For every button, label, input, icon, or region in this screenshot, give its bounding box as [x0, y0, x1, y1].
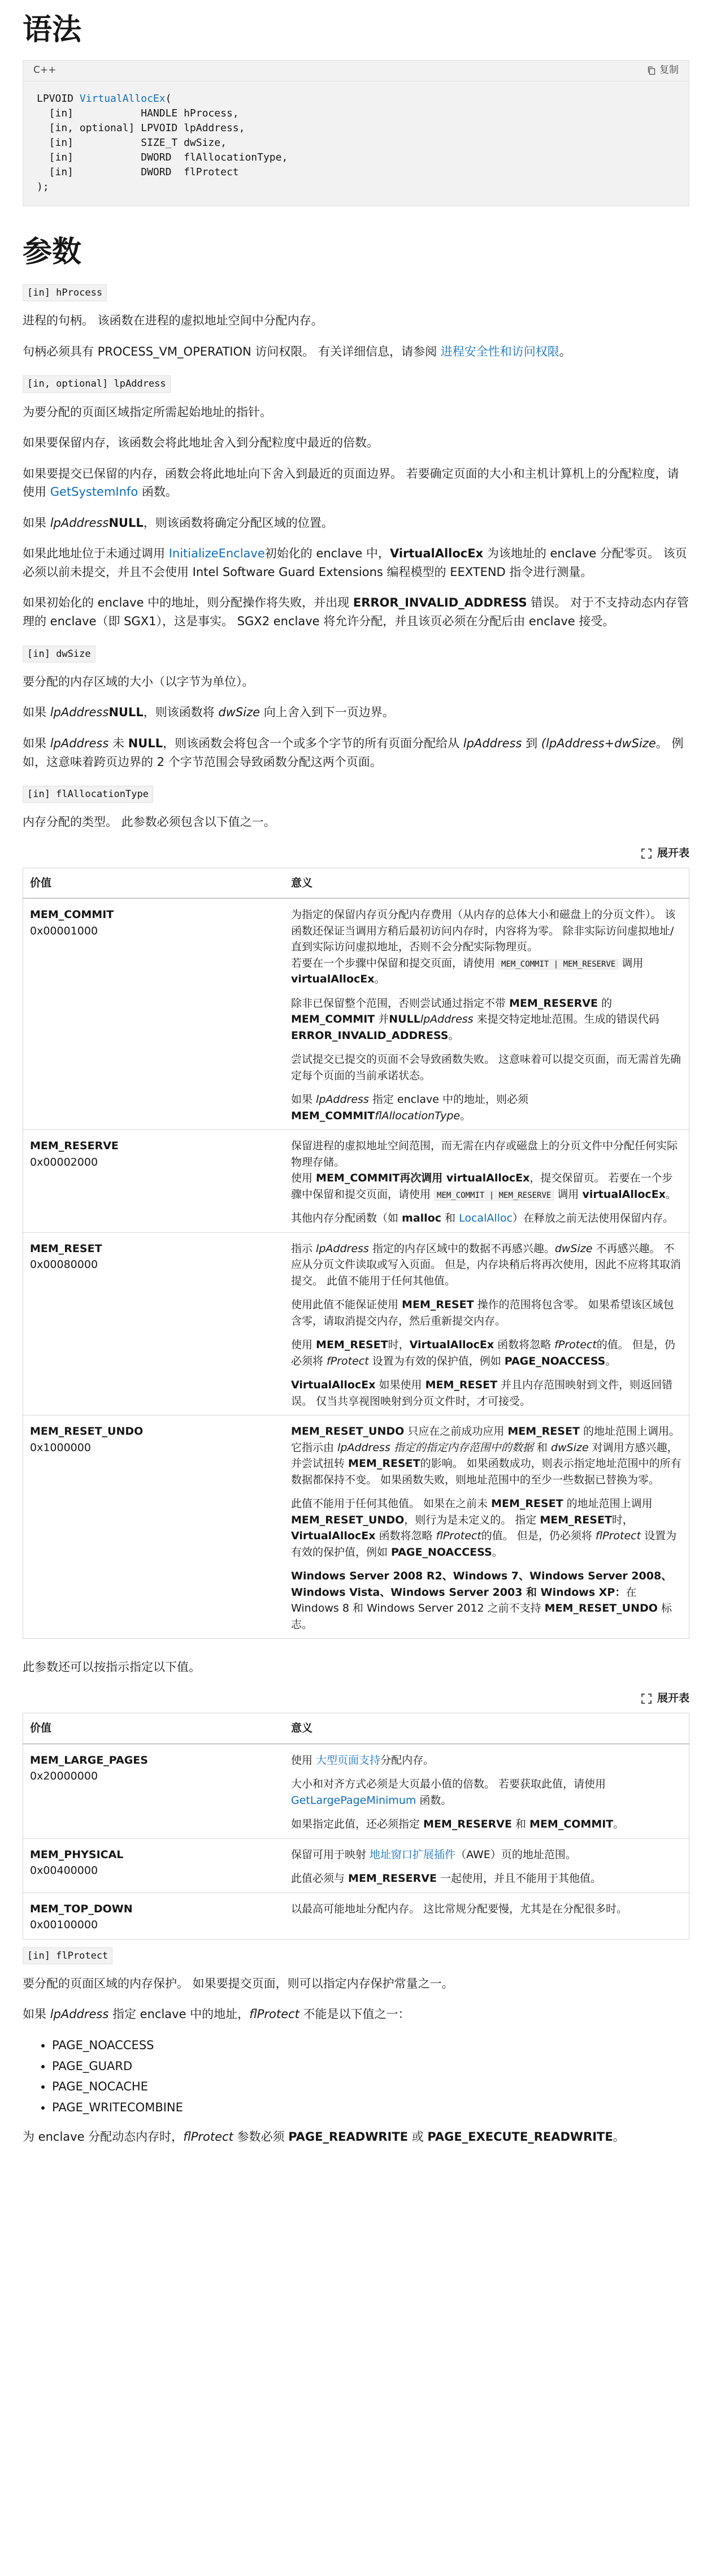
parameters-heading: 参数: [23, 235, 82, 270]
code-block: [23, 60, 689, 207]
value-name: MEM_RESET: [30, 1242, 102, 1255]
initializeenclave-link[interactable]: InitializeEnclave: [168, 547, 265, 561]
table-row: [23, 1744, 689, 1839]
expand-table-button[interactable]: [23, 844, 689, 863]
lpaddress-commit: 如果要提交已保留的内存，函数会将此地址向下舍入到最近的页面边界。 若要确定页面的大小和主机计算机上的分配粒度，请使用 GetSystemInfo 函数。: [23, 466, 679, 499]
value-name: MEM_TOP_DOWN: [30, 1902, 133, 1915]
localalloc-link[interactable]: LocalAlloc: [459, 1212, 513, 1225]
dwsize-null: 如果 lpAddressNULL，则该函数将 dwSize 向上舍入到下一页边界。: [23, 705, 394, 720]
process-security-link[interactable]: 进程安全性和访问权限: [440, 344, 559, 358]
additional-values-table: [23, 1713, 689, 1939]
list-item: • PAGE_NOACCESS: [52, 2036, 689, 2055]
flprotect-enclave: 如果 lpAddress 指定 enclave 中的地址，flProtect 不能是以下值之一：: [23, 2007, 410, 2021]
meaning-text: 保留可用于映射 地址窗口扩展插件（AWE）页的地址范围。: [291, 1848, 576, 1861]
meaning-text: 此值必须与 MEM_RESERVE 一起使用，并且不能用于其他值。: [291, 1872, 601, 1885]
value-name: MEM_LARGE_PAGES: [30, 1754, 148, 1767]
meaning-text: 尝试提交已提交的页面不会导致函数失败。 这意味着可以提交页面，而无需首先确定每个页面的当前承诺状态。: [291, 1053, 681, 1082]
lpaddress-reserve: 如果要保留内存，该函数会将此地址舍入到分配粒度中最近的倍数。: [23, 436, 379, 450]
column-header-value: 价值: [23, 1713, 285, 1744]
code-header: [23, 60, 689, 81]
flprotect-list: [23, 2036, 689, 2116]
value-hex: 0x20000000: [30, 1770, 98, 1783]
column-header-meaning: 意义: [284, 868, 689, 898]
value-hex: 0x00001000: [30, 924, 98, 937]
dwsize-desc: 要分配的内存区域的大小（以字节为单位）。: [23, 674, 254, 689]
flallocationtype-desc: 内存分配的类型。 此参数必须包含以下值之一。: [23, 815, 276, 829]
value-hex: 0x00100000: [30, 1919, 98, 1932]
copy-icon: [647, 66, 656, 75]
column-header-meaning: 意义: [284, 1713, 689, 1744]
flprotect-desc: 要分配的页面区域的内存保护。 如果要提交页面，则可以指定内存保护常量之一。: [23, 1976, 454, 1990]
code-language: C++: [33, 64, 57, 76]
flprotect-dynamic: 为 enclave 分配动态内存时，flProtect 参数必须 PAGE_READWRITE 或 PAGE_EXECUTE_READWRITE。: [23, 2130, 625, 2144]
value-hex: 0x00400000: [30, 1864, 98, 1877]
getlargepageminimum-link[interactable]: GetLargePageMinimum: [291, 1794, 416, 1807]
syntax-heading: 语法: [23, 13, 82, 47]
expand-table-label: 展开表: [657, 847, 689, 860]
allocation-type-table: [23, 868, 689, 1639]
hprocess-desc: 进程的句柄。 该函数在进程的虚拟地址空间中分配内存。: [23, 314, 323, 328]
list-item: • PAGE_GUARD: [52, 2057, 689, 2076]
copy-label: 复制: [659, 64, 679, 76]
value-hex: 0x1000000: [30, 1441, 91, 1454]
value-name: MEM_RESERVE: [30, 1140, 119, 1153]
param-tag-hprocess: [in] hProcess: [23, 284, 107, 301]
param-tag-flallocationtype: [in] flAllocationType: [23, 786, 153, 803]
table-row: [23, 1415, 689, 1639]
dwsize-not-null: 如果 lpAddress 未 NULL，则该函数会将包含一个或多个字节的所有页面分配给从 lpAddress 到 (lpAddress+dwSize。 例如，这意味着跨页边界的 2 个字节范围会导致函数分配这两个页面。: [23, 736, 684, 769]
value-hex: 0x00002000: [30, 1155, 98, 1168]
meaning-text: 以最高可能地址分配内存。 这比常规分配要慢，尤其是在分配很多时。: [291, 1902, 628, 1915]
list-item: • PAGE_NOCACHE: [52, 2077, 689, 2096]
value-name: MEM_PHYSICAL: [30, 1848, 124, 1861]
lpaddress-desc: 为要分配的页面区域指定所需起始地址的指针。: [23, 405, 272, 419]
meaning-text: 其他内存分配函数（如 malloc 和 LocalAlloc）在释放之前无法使用保留内存。: [291, 1212, 674, 1225]
expand-table-label: 展开表: [657, 1692, 689, 1705]
meaning-text: MEM_RESET_UNDO 只应在之前成功应用 MEM_RESET 的地址范围上调用。 它指示由 lpAddress 指定的指定内存范围中的数据 和 dwSize 对调用方感兴趣，并尝试扭转 MEM_RESET的影响。 如果函数成功，则表示指定地址范围中的所有数据都保持不变。 如果函数失败，则地址范围中的至少一些数据已替换为零。: [291, 1425, 681, 1486]
table-row: [23, 1893, 689, 1939]
meaning-text: 使用此值不能保证使用 MEM_RESET 操作的范围将包含零。 如果希望该区域包含零，请取消提交内存，然后重新提交内存。: [291, 1298, 674, 1327]
meaning-text: Windows Server 2008 R2、Windows 7、Windows Server 2008、Windows Vista、Windows Server 2003 和 Windows XP：在 Windows 8 和 Windows Server 2012 之前不支持 MEM_RESET_UNDO 标志。: [291, 1570, 672, 1631]
meaning-text: 大小和对齐方式必须是大页最小值的倍数。 若要获取此值，请使用 GetLargePageMinimum 函数。: [291, 1778, 606, 1807]
awe-link[interactable]: 地址窗口扩展插件: [370, 1848, 456, 1861]
table-row: [23, 1232, 689, 1415]
meaning-text: 使用 MEM_RESET时，VirtualAllocEx 函数将忽略 fProtect的值。 但是，仍必须将 fProtect 设置为有效的保护值，例如 PAGE_NOACCESS。: [291, 1339, 675, 1367]
getsysteminfo-link[interactable]: GetSystemInfo: [50, 485, 138, 499]
meaning-text: 此值不能用于任何其他值。 如果在之前未 MEM_RESET 的地址范围上调用 MEM_RESET_UNDO，则行为是未定义的。 指定 MEM_RESET时，VirtualAllocEx 函数将忽略 flProtect的值。 但是，仍必须将 flProtect 设置为有效的保护值，例如 PAGE_NOACCESS。: [291, 1497, 677, 1558]
lpaddress-null: 如果 lpAddressNULL，则该函数将确定分配区域的位置。: [23, 516, 333, 530]
value-name: MEM_RESET_UNDO: [30, 1425, 144, 1438]
list-item: • PAGE_WRITECOMBINE: [52, 2098, 689, 2117]
value-name: MEM_COMMIT: [30, 908, 114, 921]
expand-icon: [641, 848, 652, 859]
meaning-text: 如果指定此值，还必须指定 MEM_RESERVE 和 MEM_COMMIT。: [291, 1818, 624, 1831]
table-row: [23, 1130, 689, 1233]
copy-button[interactable]: [647, 63, 679, 77]
param-tag-lpaddress: [in, optional] lpAddress: [23, 375, 171, 392]
large-page-support-link[interactable]: 大型页面支持: [316, 1754, 381, 1767]
code-content: LPVOID VirtualAllocEx( [in] HANDLE hProcess, [in, optional] LPVOID lpAddress, [in] SIZE_T dwSize, [in] DWORD flAllocationType, [in] DWORD flProtect );: [37, 92, 288, 193]
meaning-text: 如果 lpAddress 指定 enclave 中的地址，则必须 MEM_COMMITflAllocationType。: [291, 1093, 528, 1122]
hprocess-access: 句柄必须具有 PROCESS_VM_OPERATION 访问权限。 有关详细信息，请参阅 进程安全性和访问权限。: [23, 344, 571, 358]
expand-table-button[interactable]: [23, 1689, 689, 1708]
meaning-text: 为指定的保留内存页分配内存费用（从内存的总体大小和磁盘上的分页文件）。 该函数还保证当调用方稍后最初访问内存时，内容将为零。 除非实际访问虚拟地址/直到实际访问虚拟地址，否则不会分配实际物理页。 若要在一个步骤中保留和提交页面，请使用 MEM_COMMIT | MEM_RESERVE 调用 virtualAllocEx。: [291, 908, 676, 986]
lpaddress-enclave-init: 如果初始化的 enclave 中的地址，则分配操作将失败，并出现 ERROR_INVALID_ADDRESS 错误。 对于不支持动态内存管理的 enclave（即 SGX1），这是事实。 SGX2 enclave 将允许分配，并且该页必须在分配后由 enclave 接受。: [23, 596, 689, 628]
value-hex: 0x00080000: [30, 1258, 98, 1271]
expand-icon: [641, 1694, 652, 1704]
lpaddress-enclave: 如果此地址位于未通过调用 InitializeEnclave初始化的 enclave 中，VirtualAllocEx 为该地址的 enclave 分配零页。 该页必须以前未提交，并且不会使用 Intel Software Guard Extensions 编程模型的 EEXTEND 指令进行测量。: [23, 547, 687, 579]
meaning-text: 除非已保留整个范围，否则尝试通过指定不带 MEM_RESERVE 的 MEM_COMMIT 并NULLlpAddress 来提交特定地址范围。生成的错误代码 ERROR_INVALID_ADDRESS。: [291, 997, 659, 1042]
meaning-text: 保留进程的虚拟地址空间范围，而无需在内存或磁盘上的分页文件中分配任何实际物理存储。 使用 MEM_COMMIT再次调用 virtualAllocEx，提交保留页。 若要在一个步骤中保留和提交页面，请使用 MEM_COMMIT | MEM_RESERVE 调用 virtualAllocEx。: [291, 1140, 678, 1201]
meaning-text: 指示 lpAddress 指定的内存区域中的数据不再感兴趣。dwSize 不再感兴趣。 不应从分页文件读取或写入页面。 但是，内存块稍后将再次使用，因此不应将其取消提交。 此值不能用于任何其他值。: [291, 1242, 681, 1287]
column-header-value: 价值: [23, 868, 285, 898]
additional-values-note: 此参数还可以按指示指定以下值。: [23, 1660, 201, 1674]
param-tag-dwsize: [in] dwSize: [23, 646, 95, 663]
function-name-link[interactable]: VirtualAllocEx: [79, 92, 166, 105]
param-tag-flprotect: [in] flProtect: [23, 1947, 112, 1964]
meaning-text: 使用 大型页面支持分配内存。: [291, 1754, 435, 1767]
table-row: [23, 898, 689, 1130]
meaning-text: VirtualAllocEx 如果使用 MEM_RESET 并且内存范围映射到文件，则返回错误。 仅当共享视图映射到分页文件时，才可接受。: [291, 1379, 673, 1408]
table-row: [23, 1838, 689, 1893]
